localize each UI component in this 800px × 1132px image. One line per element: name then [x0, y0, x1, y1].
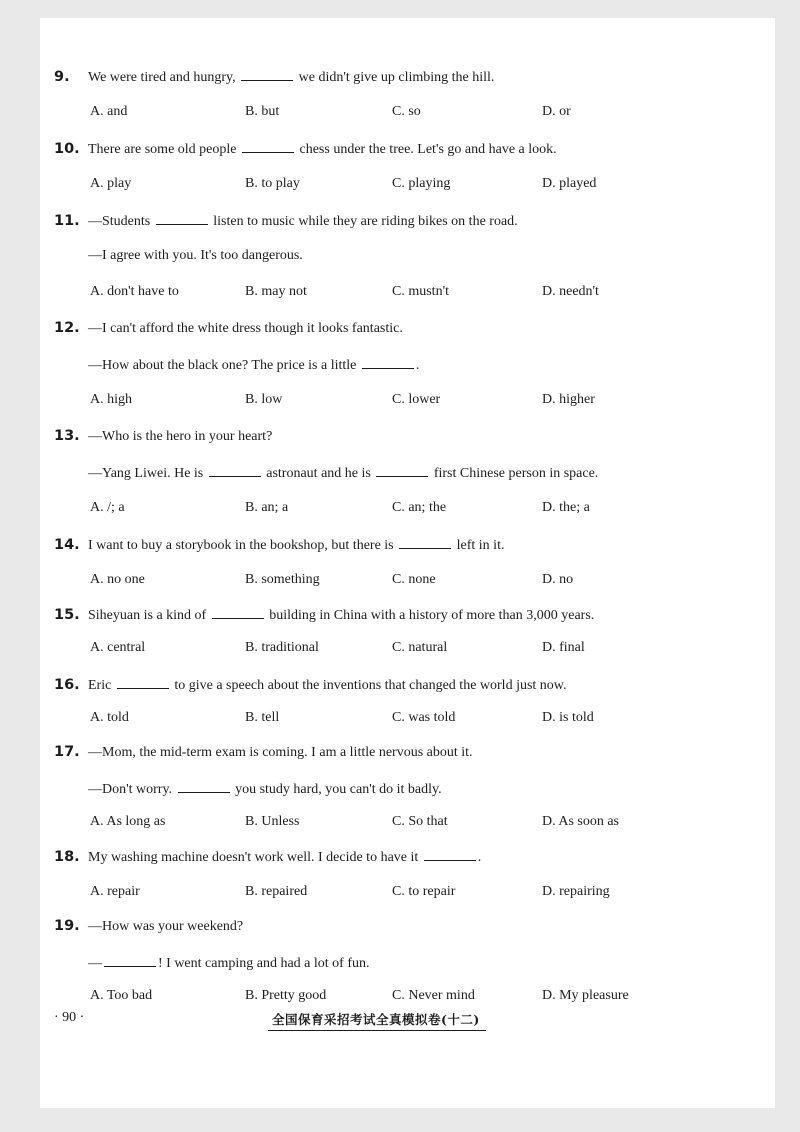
exam-title: 全国保育采招考试全真模拟卷(十二) — [268, 1010, 486, 1031]
answer-option: B. may not — [245, 284, 307, 299]
answer-options — [90, 988, 750, 1008]
answer-option: D. played — [542, 176, 597, 191]
answer-options — [90, 500, 750, 520]
answer-options — [90, 572, 750, 592]
question-text: —How about the black one? The price is a little — [88, 358, 360, 373]
dialogue-line — [88, 780, 442, 798]
question-number: 14. — [54, 537, 80, 553]
answer-blank — [117, 676, 169, 689]
answer-option: B. Unless — [245, 814, 300, 829]
question-text: —Students — [88, 214, 154, 229]
answer-blank — [242, 140, 294, 153]
question-text: listen to music while they are riding bikes on the road. — [209, 214, 518, 229]
answer-blank — [424, 848, 476, 861]
answer-option: D. As soon as — [542, 814, 620, 829]
question-number: 16. — [54, 677, 80, 693]
answer-option: D. no — [542, 572, 574, 587]
question-stem — [54, 676, 754, 694]
answer-blank — [178, 780, 230, 793]
question-text: My washing machine doesn't work well. I decide to have it — [88, 850, 422, 865]
answer-option: D. the; a — [542, 500, 590, 515]
question-text: —How was your weekend? — [88, 919, 244, 934]
question-text: first Chinese person in space. — [430, 466, 599, 481]
question-text: —Who is the hero in your heart? — [88, 429, 273, 444]
answer-option: B. Pretty good — [245, 988, 327, 1003]
answer-blank — [399, 536, 451, 549]
answer-option: A. repair — [90, 884, 140, 899]
answer-option: B. to play — [245, 176, 300, 191]
question-text: . — [415, 358, 420, 373]
question-text: . — [477, 850, 482, 865]
question-stem — [54, 918, 754, 935]
answer-option: B. tell — [245, 710, 280, 725]
answer-option: B. something — [245, 572, 320, 587]
question-stem — [54, 320, 754, 337]
question-number: 17. — [54, 744, 80, 760]
dialogue-line — [88, 248, 303, 264]
answer-blank — [376, 464, 428, 477]
question-number: 18. — [54, 849, 80, 865]
answer-option: C. playing — [392, 176, 451, 191]
answer-option: C. Never mind — [392, 988, 475, 1003]
question-stem — [54, 212, 754, 230]
answer-options — [90, 884, 750, 904]
answer-option: C. mustn't — [392, 284, 449, 299]
answer-option: D. needn't — [542, 284, 599, 299]
question-text: left in it. — [453, 538, 505, 553]
question-text: you study hard, you can't do it badly. — [231, 782, 442, 797]
answer-options — [90, 640, 750, 660]
answer-option: C. to repair — [392, 884, 456, 899]
answer-option: C. none — [392, 572, 436, 587]
answer-option: A. don't have to — [90, 284, 179, 299]
question-text: —Mom, the mid-term exam is coming. I am a little nervous about it. — [88, 745, 473, 760]
answer-options — [90, 710, 750, 730]
question-text: ! I went camping and had a lot of fun. — [158, 956, 370, 971]
answer-option: A. and — [90, 104, 128, 119]
answer-blank — [241, 68, 293, 81]
question-text: —Yang Liwei. He is — [88, 466, 207, 481]
answer-option: B. an; a — [245, 500, 289, 515]
answer-option: A. told — [90, 710, 129, 725]
question-text: Eric — [88, 678, 115, 693]
question-stem — [54, 606, 754, 624]
dialogue-line — [88, 954, 370, 972]
answer-blank — [209, 464, 261, 477]
question-text: —I can't afford the white dress though it looks fantastic. — [88, 321, 403, 336]
question-number: 19. — [54, 918, 80, 934]
answer-options — [90, 284, 750, 304]
answer-option: C. lower — [392, 392, 441, 407]
answer-option: A. Too bad — [90, 988, 153, 1003]
answer-option: D. higher — [542, 392, 595, 407]
answer-options — [90, 104, 750, 124]
question-stem — [54, 140, 754, 158]
question-number: 11. — [54, 213, 80, 229]
question-stem — [54, 744, 754, 761]
question-text: chess under the tree. Let's go and have a look. — [296, 142, 557, 157]
page-number: · 90 · — [54, 1010, 85, 1025]
question-text: There are some old people — [88, 142, 240, 157]
question-text: —Don't worry. — [88, 782, 176, 797]
answer-option: D. repairing — [542, 884, 610, 899]
answer-option: C. was told — [392, 710, 456, 725]
answer-option: D. final — [542, 640, 585, 655]
question-stem — [54, 848, 754, 866]
question-stem — [54, 428, 754, 445]
answer-options — [90, 392, 750, 412]
answer-blank — [362, 356, 414, 369]
answer-options — [90, 814, 750, 834]
answer-option: A. /; a — [90, 500, 125, 515]
answer-options — [90, 176, 750, 196]
answer-option: C. an; the — [392, 500, 447, 515]
question-text: we didn't give up climbing the hill. — [295, 70, 495, 85]
answer-option: D. My pleasure — [542, 988, 629, 1003]
answer-option: D. is told — [542, 710, 594, 725]
dialogue-line — [88, 356, 419, 374]
answer-option: C. So that — [392, 814, 448, 829]
dialogue-line — [88, 464, 598, 482]
question-number: 13. — [54, 428, 80, 444]
answer-option: A. central — [90, 640, 146, 655]
answer-blank — [104, 954, 156, 967]
question-text: building in China with a history of more than 3,000 years. — [265, 608, 595, 623]
question-text: I want to buy a storybook in the bookshop, but there is — [88, 538, 398, 553]
answer-option: A. As long as — [90, 814, 166, 829]
answer-option: A. high — [90, 392, 132, 407]
question-text: Siheyuan is a kind of — [88, 608, 210, 623]
question-text: astronaut and he is — [262, 466, 375, 481]
answer-option: D. or — [542, 104, 571, 119]
question-number: 9. — [54, 69, 70, 85]
exam-page — [40, 18, 775, 1108]
answer-option: C. natural — [392, 640, 448, 655]
answer-option: B. but — [245, 104, 280, 119]
answer-blank — [212, 606, 264, 619]
question-text: We were tired and hungry, — [88, 70, 240, 85]
question-number: 15. — [54, 607, 80, 623]
answer-option: B. low — [245, 392, 283, 407]
answer-option: C. so — [392, 104, 421, 119]
question-number: 10. — [54, 141, 80, 157]
answer-blank — [156, 212, 208, 225]
question-stem — [54, 68, 754, 86]
question-text: to give a speech about the inventions that changed the world just now. — [170, 678, 567, 693]
answer-option: A. no one — [90, 572, 145, 587]
answer-option: A. play — [90, 176, 132, 191]
question-text: — — [88, 956, 102, 971]
question-stem — [54, 536, 754, 554]
question-text: —I agree with you. It's too dangerous. — [88, 248, 303, 263]
question-number: 12. — [54, 320, 80, 336]
answer-option: B. traditional — [245, 640, 319, 655]
answer-option: B. repaired — [245, 884, 308, 899]
